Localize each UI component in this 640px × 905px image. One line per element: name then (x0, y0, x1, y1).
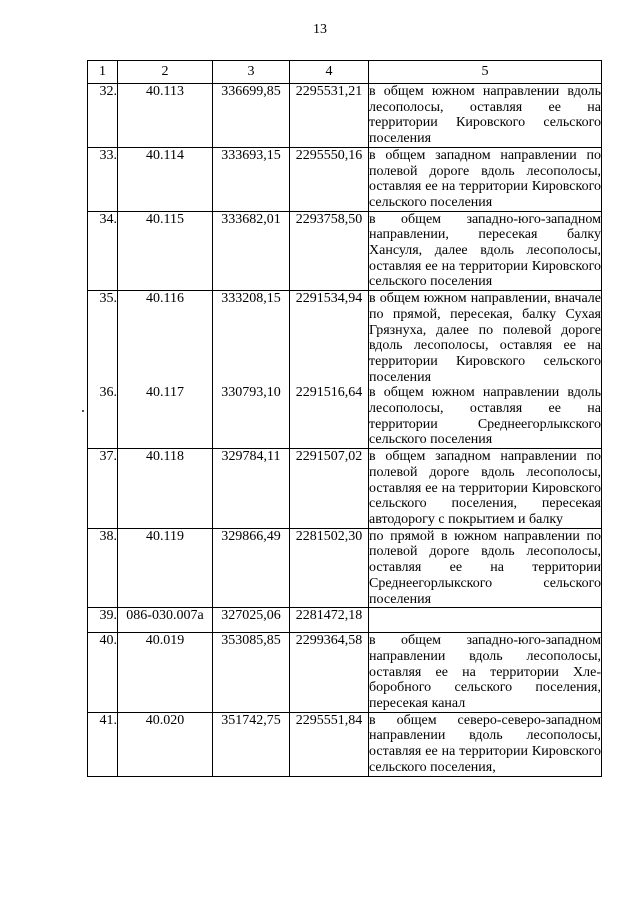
coordinate-x: 333208,15 (213, 291, 290, 386)
coordinate-y: 2291534,94 (290, 291, 369, 386)
point-id: 40.116 (118, 291, 213, 386)
row-number: 41. (88, 712, 118, 776)
row-number: 33. (88, 147, 118, 211)
coordinate-x: 327025,06 (213, 608, 290, 633)
table-row (88, 712, 602, 776)
coordinate-y: 2293758,50 (290, 211, 369, 291)
point-id: 40.019 (118, 633, 213, 713)
table-row (88, 385, 602, 448)
coordinate-x: 330793,10 (213, 385, 290, 448)
boundary-description: в общем южном направлении вдоль лесополосы, оставляя ее на территории Среднеегорлыкского сельского поселения (369, 385, 601, 448)
coordinate-x: 329866,49 (213, 528, 290, 608)
coordinate-y: 2295550,16 (290, 147, 369, 211)
row-number: 34. (88, 211, 118, 291)
boundary-description: в общем западно-юго-западном направлении, пересекая балку Хансуля, далее вдоль лесополосы, оставляя ее на территории Кировского сельского поселения (369, 211, 601, 290)
coordinate-x: 333682,01 (213, 211, 290, 291)
boundary-description: в общем западно-юго-западном направлении вдоль лесополосы, оставляя ее на территории Хлеборобного сельского поселения, пересекая канал (369, 633, 601, 712)
column-header-3: 3 (213, 61, 290, 84)
boundary-description (369, 608, 602, 633)
column-header-5: 5 (369, 61, 602, 84)
page-number: 13 (313, 22, 327, 37)
point-id: 40.117 (118, 385, 213, 448)
boundary-description: в общем западном направлении по полевой дороге вдоль лесополосы, оставляя ее на территории Кировского сельского поселения, пересекая автодорогу с покрытием и балку (369, 449, 601, 527)
point-id: 40.115 (118, 211, 213, 291)
coordinate-y: 2281502,30 (290, 528, 369, 608)
column-header-1: 1 (88, 61, 118, 84)
boundary-description: в общем южном направлении вдоль лесополосы, оставляя ее на территории Кировского сельского поселения (369, 84, 601, 147)
coordinate-x: 329784,11 (213, 449, 290, 529)
boundary-description: в общем северо-северо-западном направлении вдоль лесополосы, оставляя ее на территории Кировского сельского поселения, (369, 712, 601, 775)
table-row (88, 84, 602, 148)
coordinate-y: 2299364,58 (290, 633, 369, 713)
row-number: 38. (88, 528, 118, 608)
scan-speck (82, 410, 84, 412)
point-id: 40.020 (118, 712, 213, 776)
row-number: 39. (88, 608, 118, 633)
row-number: 40. (88, 633, 118, 713)
table-row (88, 449, 602, 529)
row-number: 32. (88, 84, 118, 148)
boundary-description: в общем западном направлении по полевой дороге вдоль лесополосы, оставляя ее на территории Кировского сельского поселения (369, 147, 601, 210)
coordinate-y: 2291516,64 (290, 385, 369, 448)
point-id: 40.119 (118, 528, 213, 608)
row-number: 35. (88, 291, 118, 386)
table-row (88, 147, 602, 211)
boundary-description: в общем южном направлении, вначале по прямой, пересекая, балку Сухая Грязнуха, далее по полевой дороге вдоль лесополосы, оставляя ее на территории Кировского сельского поселения (369, 291, 601, 385)
point-id: 086-030.007а (118, 608, 213, 633)
coordinate-y: 2291507,02 (290, 449, 369, 529)
table-row (88, 291, 602, 386)
point-id: 40.118 (118, 449, 213, 529)
row-number: 36. (88, 385, 118, 448)
coordinate-x: 353085,85 (213, 633, 290, 713)
coordinate-x: 333693,15 (213, 147, 290, 211)
column-header-4: 4 (290, 61, 369, 84)
table-row (88, 608, 602, 633)
table-row (88, 633, 602, 713)
coordinate-y: 2295551,84 (290, 712, 369, 776)
coordinate-y: 2295531,21 (290, 84, 369, 148)
row-number: 37. (88, 449, 118, 529)
coordinate-x: 351742,75 (213, 712, 290, 776)
coordinate-x: 336699,85 (213, 84, 290, 148)
point-id: 40.114 (118, 147, 213, 211)
table-header-row (88, 61, 602, 84)
table-row (88, 211, 602, 291)
column-header-2: 2 (118, 61, 213, 84)
table-row (88, 528, 602, 608)
point-id: 40.113 (118, 84, 213, 148)
boundary-points-table (87, 60, 602, 777)
coordinate-y: 2281472,18 (290, 608, 369, 633)
boundary-description: по прямой в южном направлении по полевой дороге вдоль лесополосы, оставляя ее на территории Среднеегорлыкского сельского поселения (369, 528, 601, 607)
